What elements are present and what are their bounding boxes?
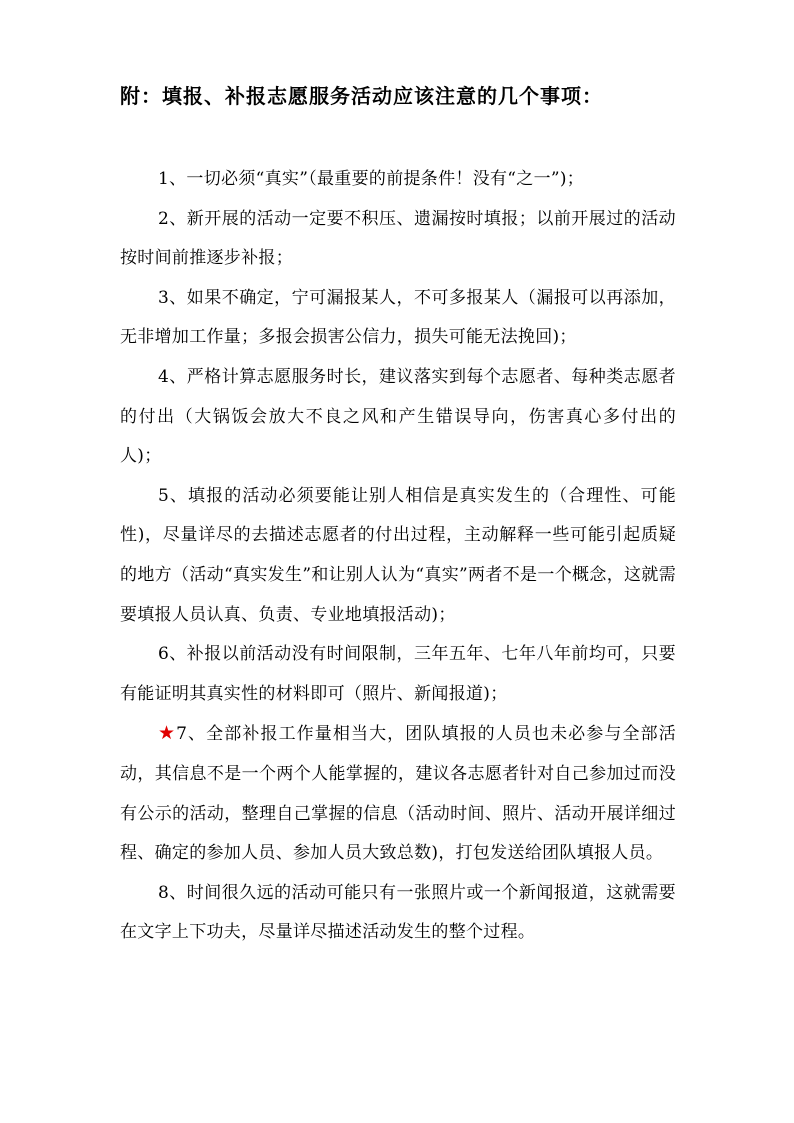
- list-item-3: [120, 279, 676, 358]
- item-text: 8、时间很久远的活动可能只有一张照片或一个新闻报道，这就需要在文字上下功夫，尽量详尽描述活动发生的整个过程。: [120, 882, 676, 943]
- item-text: 5、填报的活动必须要能让别人相信是真实发生的（合理性、可能性)，尽量详尽的去描述志愿者的付出过程，主动解释一些可能引起质疑的地方（活动“真实发生”和让别人认为“真实”两者不是一个概念，这就需要填报人员认真、负责、专业地填报活动)；: [120, 485, 676, 625]
- star-icon: ★: [158, 722, 177, 745]
- item-list: [120, 160, 676, 953]
- item-text: 4、严格计算志愿服务时长，建议落实到每个志愿者、每种类志愿者的付出（大锅饭会放大不良之风和产生错误导向，伤害真心多付出的人)；: [120, 366, 676, 467]
- list-item-5: [120, 477, 676, 635]
- list-item-2: [120, 200, 676, 279]
- item-text: 1、一切必须“真实”（最重要的前提条件！没有“之一”)；: [158, 169, 585, 189]
- list-item-1: [120, 160, 676, 200]
- page-title: 附：填报、补报志愿服务活动应该注意的几个事项：: [120, 84, 603, 108]
- item-text: 6、补报以前活动没有时间限制，三年五年、七年八年前均可，只要有能证明其真实性的材料即可（照片、新闻报道)；: [120, 644, 676, 704]
- list-item-7: [120, 714, 676, 873]
- item-text: 7、全部补报工作量相当大，团队填报的人员也未必参与全部活动，其信息不是一个两个人能掌握的，建议各志愿者针对自己参加过而没有公示的活动，整理自己掌握的信息（活动时间、照片、活动开展详细过程、确定的参加人员、参加人员大致总数)，打包发送给团队填报人员。: [120, 724, 676, 864]
- list-item-8: [120, 874, 676, 953]
- list-item-4: [120, 358, 676, 477]
- list-item-6: [120, 635, 676, 714]
- item-text: 3、如果不确定，宁可漏报某人，不可多报某人（漏报可以再添加，无非增加工作量；多报会损害公信力，损失可能无法挽回)；: [120, 287, 676, 348]
- item-text: 2、新开展的活动一定要不积压、遗漏按时填报；以前开展过的活动按时间前推逐步补报；: [120, 208, 676, 269]
